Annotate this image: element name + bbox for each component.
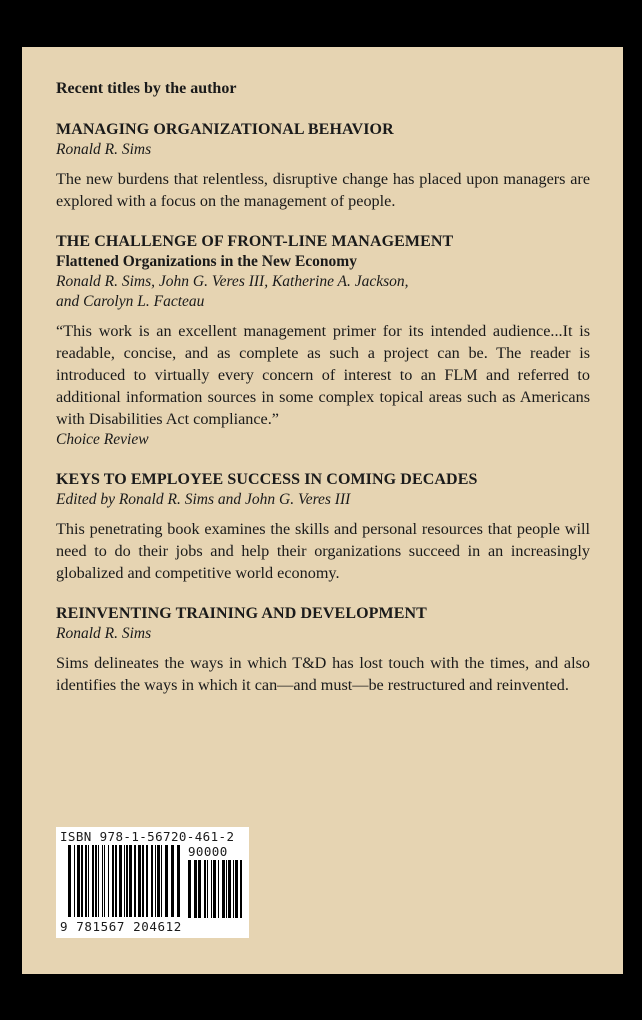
barcode-bar xyxy=(108,845,109,917)
barcode-bar xyxy=(157,845,160,917)
barcode-bar xyxy=(134,845,136,917)
barcode-bar xyxy=(98,845,99,917)
recent-titles-heading: Recent titles by the author xyxy=(56,80,237,97)
book-description: Sims delineates the ways in which T&D has lost touch with the times, and also identifies the ways in which it can—and must—be restructured and reinvented. xyxy=(56,654,590,694)
barcode-bar xyxy=(126,845,128,917)
barcode-bar xyxy=(102,845,103,917)
barcode-bar xyxy=(226,860,227,918)
barcode-bar xyxy=(177,845,180,917)
barcode-bar xyxy=(240,860,242,918)
isbn-label: ISBN 978-1-56720-461-2 xyxy=(60,829,235,844)
back-cover xyxy=(22,47,623,974)
barcode-bar xyxy=(104,845,105,917)
barcode-bar xyxy=(198,860,201,918)
ean-digits: 9 781567 204612 xyxy=(60,919,182,934)
barcode-bar xyxy=(194,860,197,918)
barcode-bar xyxy=(161,845,162,917)
book-author: Edited by Ronald R. Sims and John G. Veres III xyxy=(56,491,351,508)
book-title: MANAGING ORGANIZATIONAL BEHAVIOR xyxy=(56,121,394,138)
book-author: Ronald R. Sims, John G. Veres III, Katherine A. Jackson, xyxy=(56,273,409,290)
barcode-bar xyxy=(138,845,141,917)
barcode-bar xyxy=(146,845,148,917)
book-subtitle: Flattened Organizations in the New Economy xyxy=(56,253,357,270)
barcode-bar xyxy=(155,845,156,917)
barcode-bar xyxy=(115,845,117,917)
barcode-bar xyxy=(165,845,168,917)
book-author-line-2: and Carolyn L. Facteau xyxy=(56,293,205,310)
barcode-bar xyxy=(68,845,71,917)
book-entry-2 xyxy=(56,232,590,450)
book-review-quote: “This work is an excellent management primer for its intended audience...It is readable, concise, and as complete as such a project can be. The reader is introduced to virtually every concern of interest to an FLM and referred to additional information sources in some complex topical areas such as Americans with Disabilities Act compliance.” xyxy=(56,322,590,428)
barcode-bar xyxy=(228,860,231,918)
barcode-bar xyxy=(207,860,208,918)
barcode-bar xyxy=(233,860,234,918)
barcode-bar xyxy=(74,845,75,917)
barcode-bar xyxy=(124,845,125,917)
book-title: REINVENTING TRAINING AND DEVELOPMENT xyxy=(56,605,427,622)
barcode-bar xyxy=(213,860,216,918)
book-entry-4 xyxy=(56,604,590,696)
book-entry-1 xyxy=(56,120,590,212)
barcode-bar xyxy=(119,845,122,917)
barcode-bar xyxy=(92,845,94,917)
barcode-bar xyxy=(171,845,174,917)
book-entry-3 xyxy=(56,470,590,584)
barcode-bar xyxy=(77,845,80,917)
isbn-barcode xyxy=(56,827,249,938)
barcode-bar xyxy=(218,860,219,918)
cover-content xyxy=(56,80,590,716)
barcode-bar xyxy=(211,860,212,918)
barcode-bar xyxy=(112,845,114,917)
book-title: KEYS TO EMPLOYEE SUCCESS IN COMING DECADES xyxy=(56,471,478,488)
barcode-bar xyxy=(129,845,132,917)
barcode-bar xyxy=(88,845,89,917)
barcode-bar xyxy=(142,845,144,917)
book-description: The new burdens that relentless, disruptive change has placed upon managers are explored with a focus on the management of people. xyxy=(56,170,590,210)
barcode-bar xyxy=(81,845,83,917)
barcode-bar xyxy=(188,860,191,918)
book-title: THE CHALLENGE OF FRONT-LINE MANAGEMENT xyxy=(56,233,454,250)
barcode-bar xyxy=(95,845,97,917)
price-code: 90000 xyxy=(188,844,228,859)
ean-barcode-bars xyxy=(68,845,182,917)
addon-barcode-bars xyxy=(188,860,244,918)
book-author: Ronald R. Sims xyxy=(56,141,152,158)
barcode-bar xyxy=(204,860,206,918)
barcode-bar xyxy=(235,860,238,918)
book-author: Ronald R. Sims xyxy=(56,625,152,642)
barcode-bar xyxy=(222,860,225,918)
barcode-bar xyxy=(151,845,153,917)
book-description: This penetrating book examines the skills and personal resources that people will need to do their jobs and help their organizations succeed in an increasingly globalized and competitive world economy. xyxy=(56,520,590,582)
barcode-bar xyxy=(85,845,87,917)
review-source: Choice Review xyxy=(56,431,149,448)
